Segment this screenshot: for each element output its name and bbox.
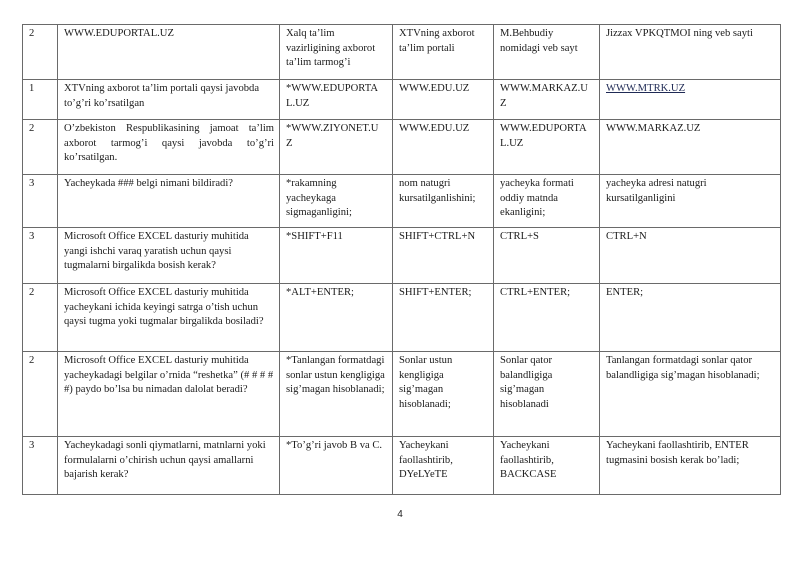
difficulty-cell: 1 — [23, 80, 58, 120]
difficulty-cell: 2 — [23, 120, 58, 175]
question-cell: Yacheykada ### belgi nimani bildiradi? — [58, 175, 280, 228]
answer-d-cell: Jizzax VPKQTMOI ning veb sayti — [600, 25, 781, 80]
answer-b-cell: Sonlar ustun kengligiga sig’magan hisoblanadi; — [393, 352, 494, 437]
question-cell: WWW.EDUPORTAL.UZ — [58, 25, 280, 80]
answer-a-cell: *SHIFT+F11 — [280, 228, 393, 284]
answer-a-cell: *ALT+ENTER; — [280, 284, 393, 352]
answer-d-cell: CTRL+N — [600, 228, 781, 284]
answer-b-cell: WWW.EDU.UZ — [393, 80, 494, 120]
answer-c-cell: WWW.MARKAZ.U Z — [494, 80, 600, 120]
question-cell: Microsoft Office EXCEL dasturiy muhitida yangi ishchi varaq yaratish uchun qaysi tugmalarni birgalikda bosish kerak? — [58, 228, 280, 284]
answer-b-cell: nom natugri kursatilganlishini; — [393, 175, 494, 228]
answer-d-cell: ENTER; — [600, 284, 781, 352]
table-row — [23, 80, 781, 120]
answer-d-cell: yacheyka adresi natugri kursatilganligini — [600, 175, 781, 228]
answer-d-cell: WWW.MARKAZ.UZ — [600, 120, 781, 175]
answer-a-cell: *WWW.EDUPORTA L.UZ — [280, 80, 393, 120]
answer-a-cell: *rakamning yacheykaga sigmaganligini; — [280, 175, 393, 228]
answer-b-cell: WWW.EDU.UZ — [393, 120, 494, 175]
answer-c-cell: Yacheykani faollashtirib, BACKCASE — [494, 437, 600, 495]
table-row — [23, 120, 781, 175]
answer-a-cell: *WWW.ZIYONET.U Z — [280, 120, 393, 175]
difficulty-cell: 2 — [23, 284, 58, 352]
answer-c-cell: Sonlar qator balandligiga sig’magan hisoblanadi — [494, 352, 600, 437]
table-row — [23, 228, 781, 284]
difficulty-cell: 2 — [23, 25, 58, 80]
table-row — [23, 175, 781, 228]
difficulty-cell: 3 — [23, 175, 58, 228]
answer-b-cell: Yacheykani faollashtirib, DYeLYeTE — [393, 437, 494, 495]
question-cell: Yacheykadagi sonli qiymatlarni, matnlarni yoki formulalarni o’chirish uchun qaysi amallarni bajarish kerak? — [58, 437, 280, 495]
answer-d-cell[interactable] — [600, 80, 781, 120]
answer-b-cell: XTVning axborot ta’lim portali — [393, 25, 494, 80]
difficulty-cell: 2 — [23, 352, 58, 437]
answer-a-cell: *To’g’ri javob B va C. — [280, 437, 393, 495]
difficulty-cell: 3 — [23, 437, 58, 495]
difficulty-cell: 3 — [23, 228, 58, 284]
answer-c-cell: CTRL+ENTER; — [494, 284, 600, 352]
answer-d-cell: Tanlangan formatdagi sonlar qator balandligiga sig’magan hisoblanadi; — [600, 352, 781, 437]
page-number: 4 — [397, 509, 403, 520]
answer-a-cell: *Tanlangan formatdagi sonlar ustun kengligiga sig’magan hisoblanadi; — [280, 352, 393, 437]
answer-c-cell: CTRL+S — [494, 228, 600, 284]
answer-d-cell: Yacheykani faollashtirib, ENTER tugmasini bosish kerak bo’ladi; — [600, 437, 781, 495]
answer-a-cell: Xalq ta’lim vazirligining axborot ta’lim tarmog’i — [280, 25, 393, 80]
question-cell: O’zbekiston Respublikasining jamoat ta’lim axborot tarmog’i qaysi javobda to’g’ri ko’rsatilgan. — [58, 120, 280, 175]
answer-c-cell: M.Behbudiy nomidagi veb sayt — [494, 25, 600, 80]
mtrk-link[interactable]: WWW.MTRK.UZ — [606, 83, 686, 94]
table-row — [23, 25, 781, 80]
answer-c-cell: yacheyka formati oddiy matnda ekanligini; — [494, 175, 600, 228]
test-questions-table — [22, 24, 781, 495]
table-row — [23, 284, 781, 352]
table-row — [23, 437, 781, 495]
answer-c-cell: WWW.EDUPORTA L.UZ — [494, 120, 600, 175]
question-cell: XTVning axborot ta’lim portali qaysi javobda to’g’ri ko’rsatilgan — [58, 80, 280, 120]
question-cell: Microsoft Office EXCEL dasturiy muhitida yacheykadagi belgilar o’rnida “reshetka” (# # # # #) paydo bo’lsa bu nimadan dalolat beradi? — [58, 352, 280, 437]
answer-b-cell: SHIFT+CTRL+N — [393, 228, 494, 284]
table-row — [23, 352, 781, 437]
question-cell: Microsoft Office EXCEL dasturiy muhitida yacheykani ichida keyingi satrga o’tish uchun qaysi tugma yoki tugmalar birgalikda bosiladi? — [58, 284, 280, 352]
answer-b-cell: SHIFT+ENTER; — [393, 284, 494, 352]
